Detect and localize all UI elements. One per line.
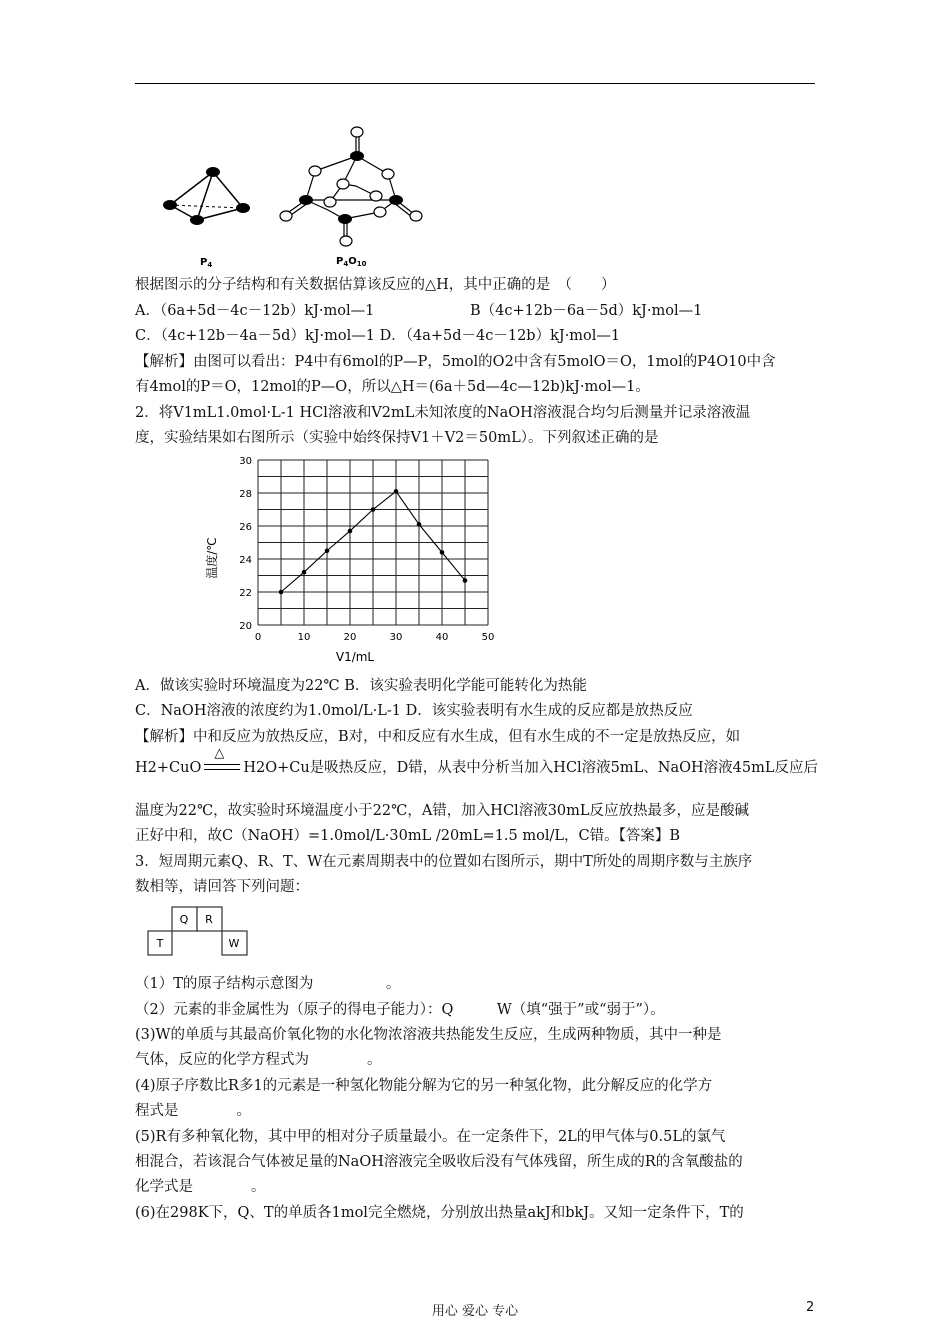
page-number: 2 (806, 1300, 815, 1315)
p4-structure-figure (155, 160, 255, 270)
q1-option-b: B（4c+12b－6a－5d）kJ·mol—1 (470, 303, 703, 319)
q3-sub1: （1）T的原子结构示意图为 。 (135, 976, 401, 992)
x-tick-label: 30 (389, 632, 403, 643)
y-tick-label: 22 (239, 588, 252, 599)
q3-stem-line1: 3．短周期元素Q、R、T、W在元素周期表中的位置如右图所示，期中T所处的周期序数与主族序 (135, 854, 753, 870)
series-segment (396, 491, 419, 524)
x-tick-label: 50 (481, 632, 495, 643)
series-segment (304, 551, 327, 572)
x-tick-label: 40 (435, 632, 449, 643)
q1-analysis-line2: 有4mol的P＝O，12mol的P—O，所以△H＝(6a＋5d—4c—12b)kJ·mol—1。 (135, 379, 650, 395)
q1-options-cd: C．（4c+12b－4a－5d）kJ·mol—1 D．（4a+5d－4c－12b）kJ·mol—1 (135, 328, 621, 344)
cell-q: Q (179, 913, 189, 926)
temperature-chart (200, 450, 500, 665)
y-tick-label: 20 (239, 621, 252, 632)
q2-analysis-line3: 温度为22℃，故实验时环境温度小于22℃，A错，加入HCl溶液30mL反应放热最多，应是酸碱 (135, 803, 750, 819)
q1-analysis-line1: 【解析】由图可以看出：P4中有6mol的P—P，5mol的O2中含有5molO＝O，1mol的P4O10中含 (135, 354, 776, 370)
cell-t: T (156, 937, 164, 950)
y-tick-label: 24 (239, 555, 252, 566)
series-segment (373, 491, 396, 509)
series-segment (419, 524, 442, 552)
data-point (417, 522, 422, 527)
q2-options-cd: C．NaOH溶液的浓度约为1.0mol/L·L-1 D．该实验表明有水生成的反应都是放热反应 (135, 703, 693, 719)
q3-sub4-line2: 程式是 。 (135, 1103, 251, 1119)
series-segment (350, 510, 373, 531)
y-tick-label: 30 (239, 456, 252, 467)
series-segment (442, 552, 465, 580)
y-tick-label: 28 (239, 489, 252, 500)
q3-sub5-line3: 化学式是 。 (135, 1179, 266, 1195)
p4o10-structure-figure (268, 124, 438, 269)
double-arrow-line (204, 764, 240, 770)
data-point (302, 570, 307, 575)
data-point (348, 529, 353, 534)
equation-products: H2O+Cu是吸热反应，D错，从表中分析当加入HCl溶液5mL、NaOH溶液45mL反应后 (243, 760, 818, 776)
header-rule (135, 83, 815, 84)
series-segment (327, 531, 350, 551)
q3-sub6: (6)在298K下，Q、T的单质各1mol完全燃烧，分别放出热量akJ和bkJ。又知一定条件下，T的 (135, 1205, 744, 1221)
delta-symbol: △ (214, 746, 225, 761)
y-tick-label: 26 (239, 522, 252, 533)
data-point (394, 489, 399, 494)
heat-condition (201, 746, 243, 778)
q3-sub5-line1: (5)R有多种氧化物，其中甲的相对分子质量最小。在一定条件下，2L的甲气体与0.5L的氯气 (135, 1129, 726, 1145)
data-point (279, 590, 284, 595)
q3-sub2: （2）元素的非金属性为（原子的得电子能力）：Q W（填“强于”或“弱于”）。 (135, 1002, 665, 1018)
data-point (325, 548, 330, 553)
q2-stem-line2: 度，实验结果如右图所示（实验中始终保持V1＋V2＝50mL）。下列叙述正确的是 (135, 430, 659, 446)
q2-stem-line1: 2．将V1mL1.0mol·L-1 HCl溶液和V2mL未知浓度的NaOH溶液混合均匀后测量并记录溶液温 (135, 405, 751, 421)
periodic-table-fragment (146, 905, 252, 957)
q1-option-a: A．（6a+5d－4c－12b）kJ·mol—1 (135, 303, 375, 319)
q2-analysis-line2 (135, 746, 818, 778)
cell-r: R (205, 913, 213, 926)
q3-sub3-line2: 气体，反应的化学方程式为 。 (135, 1052, 382, 1068)
q3-sub4-line1: (4)原子序数比R多1的元素是一种氢化物能分解为它的另一种氢化物，此分解反应的化学方 (135, 1078, 713, 1094)
data-point (463, 578, 468, 583)
p4-label: $P_4$ (200, 257, 213, 269)
chart-ylabel: 温度/℃ (205, 537, 219, 579)
p4o10-label: $P_4O_{10}$ (336, 256, 367, 268)
q1-stem: 根据图示的分子结构和有关数据估算该反应的△H，其中正确的是 （ ） (135, 277, 616, 293)
q2-options-ab: A．做该实验时环境温度为22℃ B．该实验表明化学能可能转化为热能 (135, 678, 587, 694)
equation-reactants: H2+CuO (135, 760, 202, 776)
x-tick-label: 0 (254, 632, 262, 643)
q3-sub3-line1: (3)W的单质与其最高价氧化物的水化物浓溶液共热能发生反应，生成两种物质，其中一种是 (135, 1027, 722, 1043)
x-tick-label: 20 (343, 632, 357, 643)
q3-sub5-line2: 相混合，若该混合气体被足量的NaOH溶液完全吸收后没有气体残留，所生成的R的含氧酸盐的 (135, 1154, 743, 1170)
q2-analysis-line4: 正好中和，故C（NaOH）=1.0mol/L·30mL /20mL=1.5 mol/L，C错。【答案】B (135, 828, 681, 844)
q2-analysis-line1: 【解析】中和反应为放热反应，B对，中和反应有水生成，但有水生成的不一定是放热反应，如 (135, 729, 741, 745)
data-point (440, 550, 445, 555)
x-tick-label: 10 (297, 632, 311, 643)
data-point (371, 507, 376, 512)
chart-xlabel: V1/mL (335, 650, 375, 664)
q3-stem-line2: 数相等，请回答下列问题： (135, 879, 309, 895)
page-footer: 用心 爱心 专心 (431, 1304, 519, 1319)
cell-w: W (228, 937, 240, 950)
